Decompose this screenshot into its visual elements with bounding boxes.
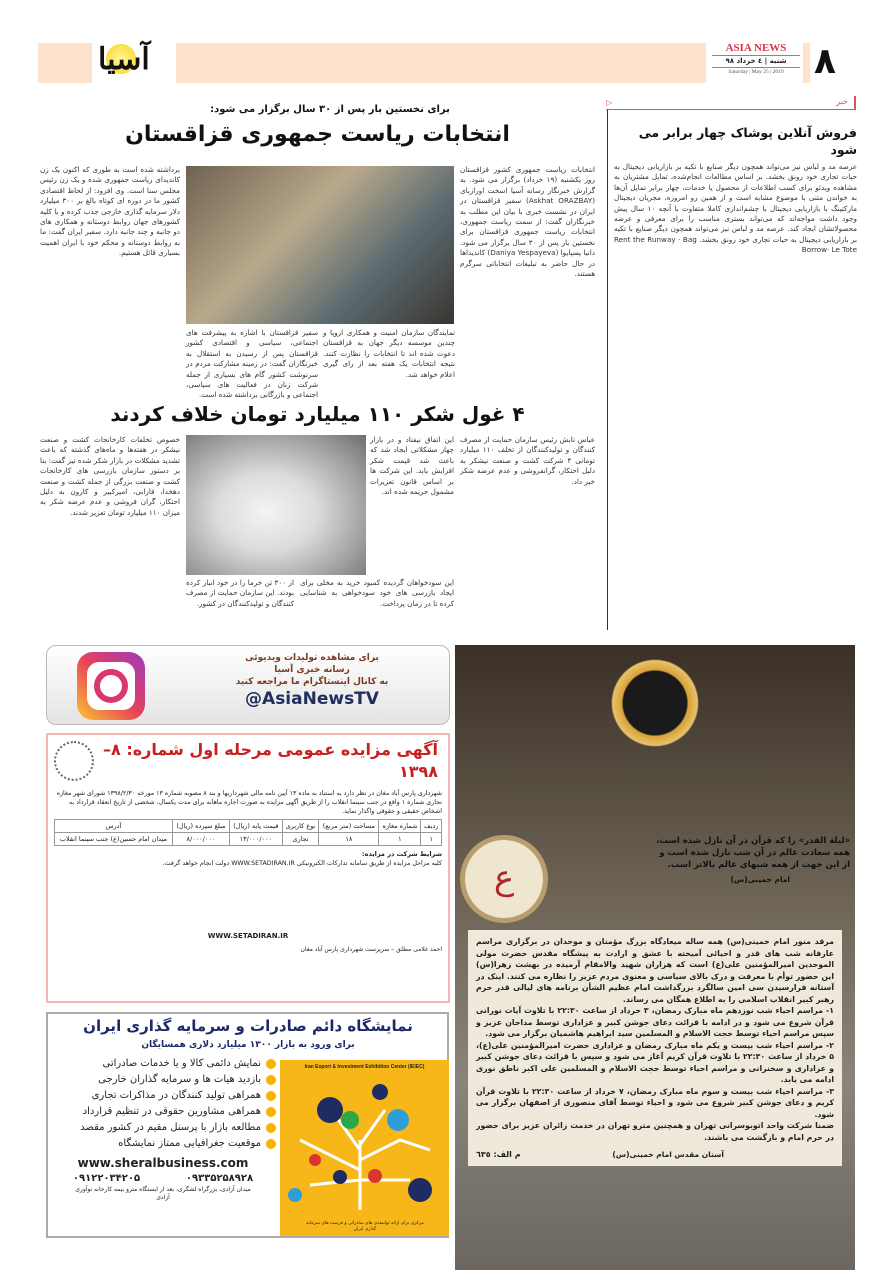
logo: [92, 40, 176, 86]
instagram-handle[interactable]: @AsiaNewsTV: [245, 689, 379, 709]
expo-title: نمایشگاه دائم صادرات و سرمایه گذاری ایران: [83, 1017, 413, 1035]
story-headline: ۴ غول شکر ۱۱۰ میلیارد تومان خلاف کردند: [110, 402, 525, 426]
table-cell: ۱: [379, 833, 421, 846]
section-label: خبر: [836, 97, 848, 106]
bullet-text: مطالعه بازار با پرسنل مقیم در کشور مقصد: [80, 1122, 261, 1133]
bullet-dot-icon: [266, 1123, 276, 1133]
auction-table: [54, 819, 442, 846]
bullet-text: همراهی تولید کنندگان در مذاکرات تجاری: [91, 1090, 261, 1101]
mosque-notice: [468, 930, 842, 1166]
header-stripe: [803, 43, 810, 83]
expo-bullets: [50, 1056, 276, 1152]
ad-line: به کانال اینستاگرام ما مراجعه کنید: [235, 677, 389, 687]
table-header: مبلغ سپرده (ریال): [172, 820, 229, 833]
table-header: شماره مغازه: [379, 820, 421, 833]
table-cell: ۸/۰۰۰/۰۰۰: [172, 833, 229, 846]
story-body: عرصه مد و لباس نیز می‌تواند همچون دیگر صنایع با تکیه بر بازاریابی دیجیتال به حیات تجاری خود رونق بخشد. بر اساس مطالعات انجام‌شده، تمایل مشتریان به مشاهده ویدئو برای کسب اطلاعات از محصول یا خدمات، چهار برابر تمایل آن‌ها به خواندن متنی با موضوع مشابه است و از همین رو امروزه، مجریان دیجیتال مارکتینگ با بازاریابی دیجیتال با چشم‌اندازی کاملا متفاوت با آنچه ۱۰ سال پیش وجود داشت مواجه‌اند که می‌تواند بستری مناسب را برای معرفی و عرضه محصولاتشان ایجاد کند. عرصه مد و لباس نیز می‌تواند همچون دیگر صنایع با تکیه بر بازاریابی دیجیتال به حیات تجاری خود رونق بخشد. Rent the Runway · Bag Borrow· Le Tote: [614, 162, 857, 255]
expo-bullet: [50, 1088, 276, 1104]
notice-body: مرقد منور امام خمینی(س) همه ساله میعادگاه بزرگ مؤمنان و موحدان در برگزاری مراسم عارفانه شب های قدر و احیائی آمیخته با عشق و ارادت به پیشگاه مقدس حضرت مولی الموحدین امیرالمؤمنین علی(ع) است که هزاران شهید والامقام آرمیده در بهشت زهرا(س) این حضور توأم با معرفت و درک بالای سیاسی و معنوی مردم عزیز را نظاره می کنند. اینک در آستانه فرارسیدن سی امین سالگرد بزرگداشت امام عظیم الشأن برنامه های لیالی قدر حرم رهبر کبیر انقلاب اسلامی را به اطلاع همگان می رساند.: [476, 937, 834, 1004]
panel-title: Iran Export & Investment Exhibition Center (IEIEC): [304, 1064, 425, 1070]
page-number: ۸: [814, 41, 836, 82]
notice-item: ضمنا شرکت واحد اتوبوسرانی تهران و همچنین مترو تهران در خدمت زائران عزیز برای حضور در حرم امام و بازگشت می باشند.: [476, 1121, 834, 1142]
quote-author: امام خمینی(س): [730, 875, 790, 884]
story-body: خصوص تخلفات کارخانجات کشت و صنعت نیشکر در هفته‌ها و ماه‌های گذشته که باعث تشدید مشکلات در بازار شکر شده نیز گفت: بنا بر دستور سازمان بازرسی های کارخانجات کشت و صنعت بزرگی از جمله کشت و صنعت دهخدا، فارابی، امیرکبیر و کارون به دلیل احتکار، گران فروشی و عدم عرضه شکر به میزان ۱۱۰ میلیارد تومان تعزیر شدند.: [40, 435, 180, 517]
expo-left: [50, 1056, 276, 1202]
expo-bullet: [50, 1120, 276, 1136]
bullet-text: همراهی مشاورین حقوقی در تنظیم قرارداد: [82, 1106, 261, 1117]
expo-phone: ۰۹۱۲۲۰۳۴۲۰۵: [72, 1173, 141, 1184]
sugar-photo: [186, 435, 366, 575]
table-cell: تجاری: [282, 833, 319, 846]
expo-address: میدان آزادی، بزرگراه لشگری، بعد از ایستگاه مترو بیمه کارخانه نوآوری آزادی: [75, 1186, 251, 1201]
ali-calligraphy-icon: ع: [460, 835, 548, 923]
notice-footer: [476, 1149, 834, 1160]
bullet-text: نمایش دائمی کالا و یا خدمات صادراتی: [102, 1058, 261, 1069]
table-header: قیمت پایه (ریال): [229, 820, 282, 833]
expo-ad: [46, 1012, 449, 1238]
notice-item: ۱- مراسم احیاء شب نوزدهم ماه مبارک رمضان، ۳ خرداد از ساعت ۲۲:۳۰ با تلاوت آیات نورانی قرآن شروع می شود و در ادامه با قرائت دعای جوشن کبیر و عزاداری توسط مداحان عزیز و سپس مراسم احیاء توسط حجت الاسلام و المسلمین سید ابراهیم هاشمیان برگزار می شود.: [476, 1006, 834, 1038]
story-body: این اتفاق نیفتاد و در بازار چهار مشکلاتی ایجاد شد که باعث شد قیمت شکر افزایش یابد. این شرکت ها بر اساس قانون تعزیرات مشمول جریمه شده اند.: [370, 435, 454, 497]
header-band-left: [38, 43, 92, 83]
expo-phones: [50, 1172, 276, 1186]
expo-phone: ۰۹۳۳۵۲۵۸۹۲۸: [185, 1173, 254, 1184]
mosque-quote: «لیلة القدر» را که قرآن در آن نازل شده است، همه سعادت عالم در آن شب نازل شده است و از این جهت از همه شبهای عالم بالاتر است.: [656, 836, 850, 870]
column-rule: [607, 110, 608, 630]
flag-icon: ▷: [606, 98, 613, 107]
story-kicker: برای نخستین بار پس از ۳۰ سال برگزار می شود:: [210, 104, 450, 115]
ad-line: برای مشاهده تولیدات ویدیوئی: [245, 653, 379, 663]
section-bar: [606, 96, 856, 110]
table-header: آدرس: [55, 820, 173, 833]
logo-text: آسیا: [98, 42, 150, 77]
date-en: Saturday | May 25 | 2019: [728, 69, 784, 75]
expo-subtitle: برای ورود به بازار ۱۳۰۰ میلیارد دلاری همسایگان: [141, 1040, 355, 1050]
bullet-text: موقعیت جغرافیایی ممتاز نمایشگاه: [118, 1138, 261, 1149]
expo-website-link[interactable]: www.sheralbusiness.com: [77, 1156, 249, 1170]
bullet-text: بازدید هیات ها و سرمایه گذاران خارجی: [98, 1074, 261, 1085]
ad-line: رسانه خبری آسیا: [274, 665, 350, 675]
date-fa: شنبه | ٤ خرداد ۹۸: [712, 56, 800, 68]
instagram-icon: [77, 652, 145, 720]
meeting-photo: [186, 166, 454, 324]
auction-ad: [46, 733, 450, 1003]
table-header: نوع کاربری: [282, 820, 319, 833]
auction-website-link[interactable]: WWW.SETADIRAN.IR: [207, 932, 289, 940]
municipality-seal-icon: [54, 741, 94, 781]
expo-bullet: [50, 1104, 276, 1120]
bullet-dot-icon: [266, 1107, 276, 1117]
expo-bullet: [50, 1136, 276, 1152]
table-cell: میدان امام حسین(ع) جنب سینما انقلاب: [55, 833, 173, 846]
notice-item: ۲- مراسم احیاء شب بیست و یکم ماه مبارک رمضان و عزاداری حضرت امیرالمؤمنین علی(ع)، ۵ خرداد از ساعت ۲۲:۳۰ با تلاوت قرآن کریم آغاز می شود و سپس با قرائت دعای جوشن کبیر و عزاداری و سخنرانی و مراسم احیاء توسط حجت الاسلام و المسلمین علی اکبر ناطق نوری ادامه می یابد.: [476, 1040, 834, 1084]
story-body: عباس تابش رئیس سازمان حمایت از مصرف کنندگان و تولیدکنندگان از تخلف ۱۱۰ میلیارد تومانی ۴ شرکت کشت و صنعت نیشکر به دلیل احتکار، گرانفروشی و عدم عرضه شکر خبر داد.: [460, 435, 595, 486]
story-body: سفیر قزاقستان با اشاره به پیشرفت های اجتماعی، سیاسی و اقتصادی کشور قزاقستان پس از رسیدن به استقلال به خبرنگاران گفت: در زمینه مشارکت مردم در سرنوشت کشور گام های بسیاری از جمله شرکت زنان در فعالیت های سیاسی، اجتماعی و بازرگانی برداشته شده است.: [186, 328, 318, 400]
notice-signature: آستان مقدس امام خمینی(س): [612, 1150, 724, 1159]
auction-title: آگهی مزایده عمومی مرحله اول شماره: ۸–۱۳۹۸: [102, 740, 438, 781]
bullet-dot-icon: [266, 1091, 276, 1101]
shrine-emblem-icon: [605, 653, 705, 753]
header-band: [176, 43, 706, 83]
story-right: [612, 124, 857, 630]
story-headline: انتخابات ریاست جمهوری قزاقستان: [125, 122, 510, 147]
conditions-text: کلیه مراحل مزایده از طریق سامانه تدارکات الکترونیکی WWW.SETADIRAN.IR دولت انجام خواهد گرفت.: [162, 860, 442, 867]
table-header: ردیف: [421, 820, 442, 833]
table-cell: ۱۳/۰۰۰/۰۰۰: [229, 833, 282, 846]
expo-bullet: [50, 1072, 276, 1088]
table-cell: ۱: [421, 833, 442, 846]
notice-item: ۳- مراسم احیاء شب بیست و سوم ماه مبارک رمضان، ۷ خرداد از ساعت ۲۲:۳۰ با تلاوت قرآن کریم و دعای جوشن کبیر شروع می شود و احیاء توسط آقای منصوری از اصفهان برگزار می شود.: [476, 1086, 835, 1119]
mosque-ad: [455, 645, 855, 1270]
masthead-block: [712, 42, 800, 77]
panel-caption: مرکزی برای ارائه توانمندی های صادراتی و فرصت های سرمایه گذاری ایران: [306, 1221, 424, 1232]
story-body: این سودخواهان گردیده کمبود خرید به مخلی برای ایجاد بازرسی های خود سودخواهی به شناسایی کرده تا در زمان پرداخت.: [300, 578, 454, 608]
table-cell: ۱۸: [319, 833, 379, 846]
auction-signature: احمد غلامی مطلق – سرپرست شهرداری پارس آباد مغان: [300, 946, 442, 953]
expo-panel: [280, 1060, 449, 1236]
conditions-title: شرایط شرکت در مزایده:: [362, 850, 442, 858]
story-headline: فروش آنلاین پوشاک چهار برابر می شود: [638, 125, 857, 157]
story-body: نمایندگان سازمان امنیت و همکاری اروپا و چندین موسسه دیگر جهان به قزاقستان دعوت شده اند تا انتخابات را نظارت کنند. نتیجه انتخابات یک هفته بعد از رای گیری اعلام خواهد شد.: [323, 328, 455, 379]
auction-intro: شهرداری پارس آباد مغان در نظر دارد به استناد به ماده ۱۳ آیین نامه مالی شهرداریها و بند ۸ مصوبه شماره ۱۳ مورخه ۱۳۹۸/۲/۳۰ شورای شهر مغازه تجاری شماره ۱ واقع در جنب سینما انقلاب را از طریق آگهی مزایده به صورت اجاره ماهانه برای مدت یکسال، شخصی از تاریخ انعقاد قرارداد به اشخاص حقیقی و حقوقی واگذار نماید.: [56, 790, 442, 815]
story-body: برداشته شده است به طوری که اکنون یک زن کاندیدای ریاست جمهوری شده و یک زن رئیس مجلس سنا است. وی افزود: از لحاظ اقتصادی کشور ما در دوره ای کوتاه بالغ بر ۳۰۰ میلیارد دلار سرمایه گذاری خارجی جذب کرده و با کلیه کشورهای جهان روابط دوستانه و همکاری های دو جانبه و چند جانبه دارد. سفیر ایران گفت: ما به روابط دوستانه و محکم خود با ایران اهمیت بسیاری قائل هستیم.: [40, 165, 180, 258]
table-header: مساحت (متر مربع): [319, 820, 379, 833]
bullet-dot-icon: [266, 1075, 276, 1085]
instagram-ad[interactable]: [46, 645, 450, 725]
story-body: از ۳۰۰ تن خرما را در خود انبار کرده بودند. این سازمان حمایت از مصرف کنندگان و تولیدکنندگان در کشور.: [186, 578, 294, 608]
bullet-dot-icon: [266, 1059, 276, 1069]
bullet-dot-icon: [266, 1139, 276, 1149]
mosque-quote-block: [655, 835, 850, 885]
notice-code: م الف: ٦٣٥: [476, 1150, 521, 1159]
story-body: انتخابات ریاست جمهوری کشور قزاقستان روز یکشنبه (۱۹ خرداد) برگزار می شود. به گزارش خبرنگار رسانه آسیا اسخت اورازبای (Askhat ORAZBAY) سفیر قزاقستان در ایران در نشست خبری با بیان این مطلب به خبرنگاران گفت: از سمت ریاست جمهوری، انتخابات ریاست جمهوری قزاقستان برای نخستین بار پس از ۳۰ سال برگزار می شود. دانیا یسپایوا (Daniya Yespayeva) کاندیداها در حال حاضر به تبلیغات انتخاباتی سرگرم هستند.: [460, 165, 595, 279]
expo-bullet: [50, 1056, 276, 1072]
paper-name: ASIA NEWS: [712, 42, 800, 56]
tree-icon: [280, 1080, 449, 1210]
